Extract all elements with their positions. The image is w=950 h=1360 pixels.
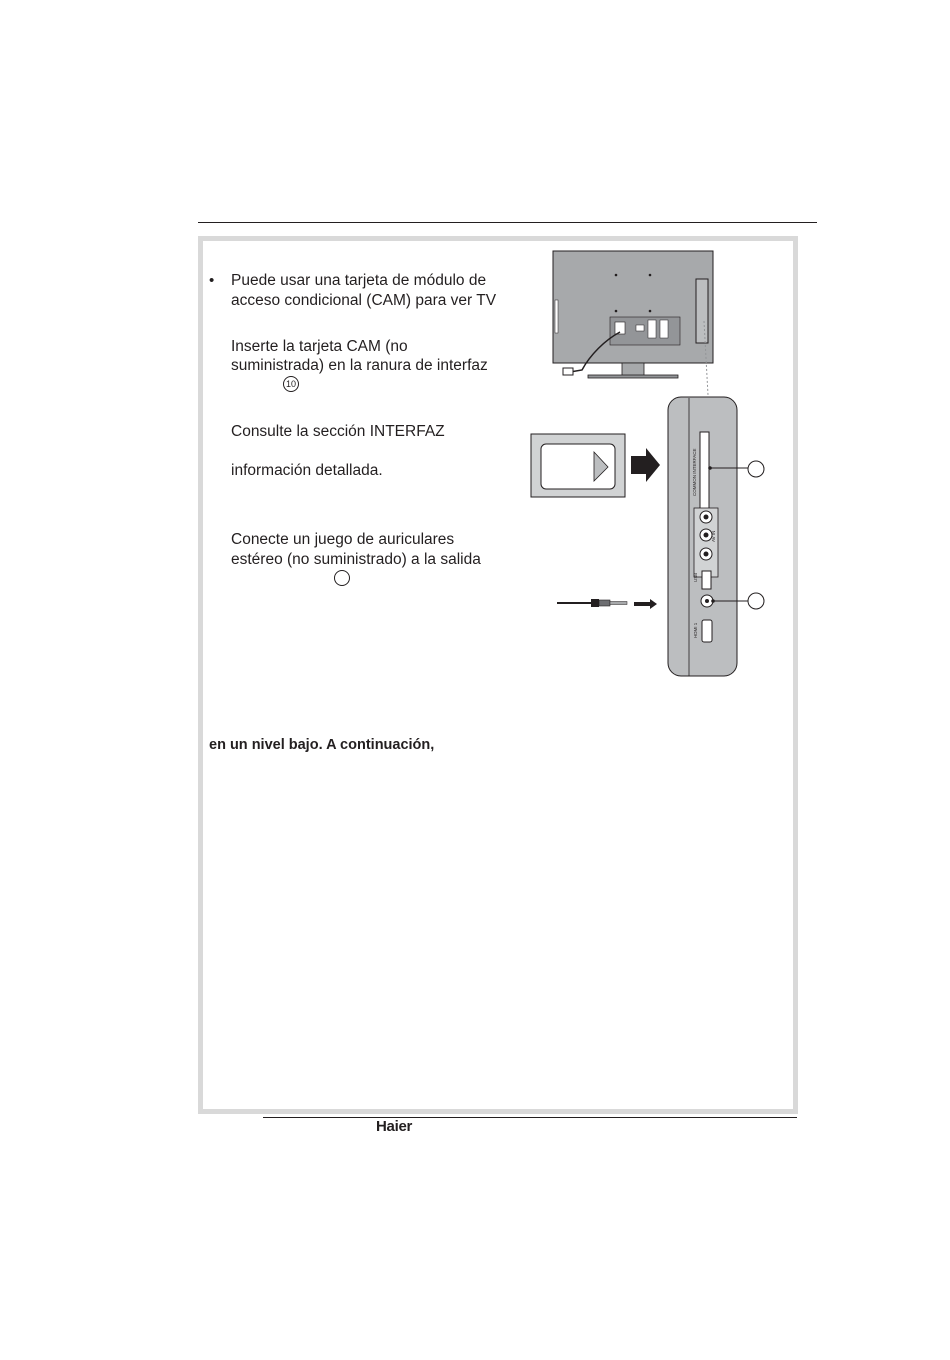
panel-label-av-in: AV IN (711, 530, 716, 542)
panel-label-hdmi: HDMI 1 (693, 622, 698, 638)
bold-text-line: en un nivel bajo. A continuación, (209, 737, 435, 753)
headphone-plug-icon (557, 599, 627, 607)
text-line-2: acceso condicional (CAM) para ver TV (231, 292, 497, 309)
insert-arrow-icon (631, 448, 660, 482)
side-panel-icon (668, 397, 737, 676)
bottom-rule (263, 1117, 797, 1118)
text-line-4: suministrada) en la ranura de interfaz (231, 357, 488, 374)
text-line-5: Consulte la sección INTERFAZ (231, 423, 445, 440)
panel-label-common-interface: COMMON INTERFACE (692, 448, 697, 496)
plug-arrow-icon (634, 599, 657, 609)
bullet-marker: • (209, 272, 215, 289)
tv-rear-icon (553, 251, 713, 395)
text-line-7: Conecte un juego de auriculares (231, 531, 455, 548)
text-line-1: Puede usar una tarjeta de módulo de (231, 272, 487, 289)
text-line-8: estéreo (no suministrado) a la salida (231, 551, 481, 568)
panel-label-usb: USB (693, 572, 698, 582)
brand-logo: Haier (376, 1118, 413, 1135)
text-line-3: Inserte la tarjeta CAM (no (231, 338, 408, 355)
cam-card-icon (531, 434, 625, 497)
reference-number-badge: 10 (283, 376, 299, 392)
text-line-6: información detallada. (231, 462, 383, 479)
